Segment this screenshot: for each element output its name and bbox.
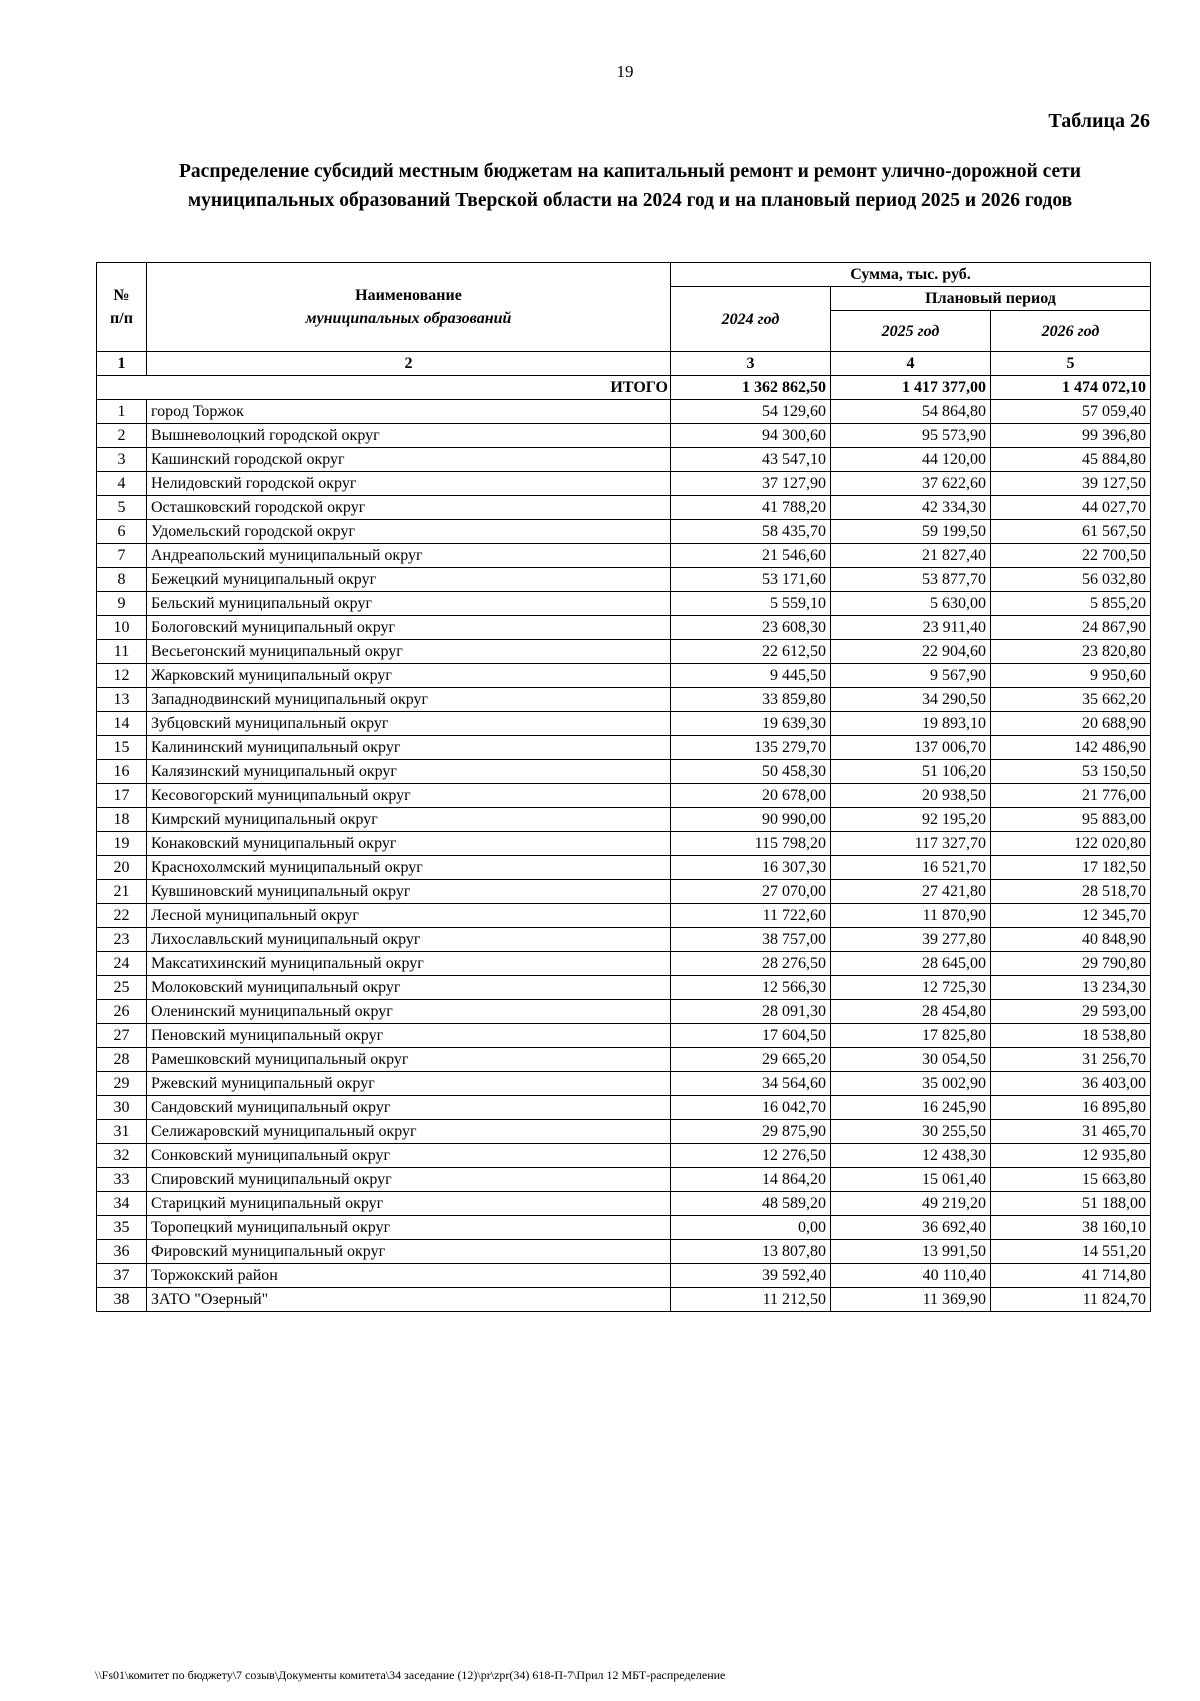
table-row [97, 976, 1151, 1000]
amount-2026: 31 256,70 [991, 1048, 1151, 1072]
amount-2026: 14 551,20 [991, 1240, 1151, 1264]
amount-2026: 23 820,80 [991, 640, 1151, 664]
amount-2024: 11 722,60 [671, 904, 831, 928]
subsidy-table [96, 262, 1151, 1312]
amount-2024: 17 604,50 [671, 1024, 831, 1048]
row-number: 18 [97, 808, 147, 832]
amount-2024: 23 608,30 [671, 616, 831, 640]
municipality-name: Осташковский городской округ [147, 496, 671, 520]
table-row [97, 1240, 1151, 1264]
amount-2024: 38 757,00 [671, 928, 831, 952]
amount-2026: 40 848,90 [991, 928, 1151, 952]
amount-2024: 50 458,30 [671, 760, 831, 784]
amount-2025: 11 369,90 [831, 1288, 991, 1312]
page-number: 19 [616, 62, 634, 81]
table-row [97, 880, 1151, 904]
amount-2024: 9 445,50 [671, 664, 831, 688]
amount-2025: 54 864,80 [831, 400, 991, 424]
amount-2026: 12 935,80 [991, 1144, 1151, 1168]
amount-2025: 28 454,80 [831, 1000, 991, 1024]
amount-2026: 45 884,80 [991, 448, 1151, 472]
header-number-abbrev: п/п [110, 310, 133, 327]
municipality-name: Жарковский муниципальный округ [147, 664, 671, 688]
amount-2024: 115 798,20 [671, 832, 831, 856]
row-number: 37 [97, 1264, 147, 1288]
municipality-name: Кимрский муниципальный округ [147, 808, 671, 832]
amount-2026: 13 234,30 [991, 976, 1151, 1000]
amount-2026: 61 567,50 [991, 520, 1151, 544]
municipality-name: Пеновский муниципальный округ [147, 1024, 671, 1048]
row-number: 11 [97, 640, 147, 664]
table-row [97, 496, 1151, 520]
amount-2026: 41 714,80 [991, 1264, 1151, 1288]
amount-2024: 94 300,60 [671, 424, 831, 448]
row-number: 38 [97, 1288, 147, 1312]
amount-2024: 37 127,90 [671, 472, 831, 496]
municipality-name: Молоковский муниципальный округ [147, 976, 671, 1000]
table-row [97, 1096, 1151, 1120]
amount-2025: 51 106,20 [831, 760, 991, 784]
amount-2026: 57 059,40 [991, 400, 1151, 424]
row-number: 1 [97, 400, 147, 424]
municipality-name: Спировский муниципальный округ [147, 1168, 671, 1192]
amount-2025: 92 195,20 [831, 808, 991, 832]
amount-2024: 16 042,70 [671, 1096, 831, 1120]
amount-2026: 12 345,70 [991, 904, 1151, 928]
amount-2024: 11 212,50 [671, 1288, 831, 1312]
table-row [97, 856, 1151, 880]
header-planned-period: Плановый период [831, 287, 1151, 311]
row-number: 25 [97, 976, 147, 1000]
table-row [97, 544, 1151, 568]
municipality-name: Весьегонский муниципальный округ [147, 640, 671, 664]
amount-2026: 28 518,70 [991, 880, 1151, 904]
header-year-2026: 2026 год [991, 311, 1151, 352]
amount-2024: 48 589,20 [671, 1192, 831, 1216]
amount-2025: 12 438,30 [831, 1144, 991, 1168]
header-sum: Сумма, тыс. руб. [671, 263, 1151, 287]
amount-2025: 34 290,50 [831, 688, 991, 712]
table-row [97, 712, 1151, 736]
amount-2026: 11 824,70 [991, 1288, 1151, 1312]
municipality-name: город Торжок [147, 400, 671, 424]
amount-2025: 40 110,40 [831, 1264, 991, 1288]
header-name-line-2: муниципальных образований [305, 310, 512, 327]
amount-2024: 19 639,30 [671, 712, 831, 736]
municipality-name: Нелидовский городской округ [147, 472, 671, 496]
municipality-name: Кашинский городской округ [147, 448, 671, 472]
amount-2025: 44 120,00 [831, 448, 991, 472]
row-number: 13 [97, 688, 147, 712]
amount-2025: 36 692,40 [831, 1216, 991, 1240]
municipality-name: Лихославльский муниципальный округ [147, 928, 671, 952]
amount-2024: 90 990,00 [671, 808, 831, 832]
amount-2024: 27 070,00 [671, 880, 831, 904]
table-row [97, 472, 1151, 496]
row-number: 29 [97, 1072, 147, 1096]
amount-2025: 21 827,40 [831, 544, 991, 568]
table-row [97, 760, 1151, 784]
row-number: 3 [97, 448, 147, 472]
municipality-name: Рамешковский муниципальный округ [147, 1048, 671, 1072]
table-row [97, 664, 1151, 688]
header-year-2025: 2025 год [831, 311, 991, 352]
amount-2024: 14 864,20 [671, 1168, 831, 1192]
column-number: 4 [831, 352, 991, 376]
column-number-row [97, 352, 1151, 376]
amount-2024: 28 091,30 [671, 1000, 831, 1024]
total-row [97, 376, 1151, 400]
amount-2026: 29 593,00 [991, 1000, 1151, 1024]
table-row [97, 784, 1151, 808]
row-number: 15 [97, 736, 147, 760]
amount-2025: 30 054,50 [831, 1048, 991, 1072]
table-row [97, 568, 1151, 592]
header-number-symbol: № [113, 287, 130, 304]
table-row [97, 520, 1151, 544]
row-number: 35 [97, 1216, 147, 1240]
table-label: Таблица 26 [1048, 110, 1150, 132]
municipality-name: Бельский муниципальный округ [147, 592, 671, 616]
municipality-name: Сандовский муниципальный округ [147, 1096, 671, 1120]
amount-2024: 0,00 [671, 1216, 831, 1240]
amount-2025: 17 825,80 [831, 1024, 991, 1048]
municipality-name: Торопецкий муниципальный округ [147, 1216, 671, 1240]
title-line-2: муниципальных образований Тверской области на 2024 год и на плановый период 2025 и 2026 годов [187, 190, 1073, 211]
municipality-name: Максатихинский муниципальный округ [147, 952, 671, 976]
table-row [97, 1288, 1151, 1312]
row-number: 4 [97, 472, 147, 496]
municipality-name: Ржевский муниципальный округ [147, 1072, 671, 1096]
amount-2025: 28 645,00 [831, 952, 991, 976]
table-row [97, 1192, 1151, 1216]
amount-2025: 49 219,20 [831, 1192, 991, 1216]
amount-2024: 54 129,60 [671, 400, 831, 424]
row-number: 14 [97, 712, 147, 736]
municipality-name: Кесовогорский муниципальный округ [147, 784, 671, 808]
municipality-name: Зубцовский муниципальный округ [147, 712, 671, 736]
row-number: 6 [97, 520, 147, 544]
municipality-name: Бежецкий муниципальный округ [147, 568, 671, 592]
amount-2026: 38 160,10 [991, 1216, 1151, 1240]
municipality-name: Кувшиновский муниципальный округ [147, 880, 671, 904]
column-number: 5 [991, 352, 1151, 376]
table-row [97, 904, 1151, 928]
municipality-name: Калязинский муниципальный округ [147, 760, 671, 784]
amount-2026: 5 855,20 [991, 592, 1151, 616]
amount-2024: 28 276,50 [671, 952, 831, 976]
municipality-name: Бологовский муниципальный округ [147, 616, 671, 640]
amount-2025: 37 622,60 [831, 472, 991, 496]
amount-2025: 27 421,80 [831, 880, 991, 904]
table-row [97, 736, 1151, 760]
amount-2024: 12 566,30 [671, 976, 831, 1000]
municipality-name: Краснохолмский муниципальный округ [147, 856, 671, 880]
row-number: 20 [97, 856, 147, 880]
amount-2024: 33 859,80 [671, 688, 831, 712]
amount-2025: 13 991,50 [831, 1240, 991, 1264]
table-row [97, 400, 1151, 424]
municipality-name: ЗАТО "Озерный" [147, 1288, 671, 1312]
amount-2024: 16 307,30 [671, 856, 831, 880]
municipality-name: Конаковский муниципальный округ [147, 832, 671, 856]
table-row [97, 1024, 1151, 1048]
amount-2024: 29 665,20 [671, 1048, 831, 1072]
amount-2026: 51 188,00 [991, 1192, 1151, 1216]
amount-2026: 44 027,70 [991, 496, 1151, 520]
municipality-name: Оленинский муниципальный округ [147, 1000, 671, 1024]
row-number: 8 [97, 568, 147, 592]
amount-2026: 24 867,90 [991, 616, 1151, 640]
column-number: 2 [147, 352, 671, 376]
amount-2025: 19 893,10 [831, 712, 991, 736]
document-title [130, 157, 1130, 215]
amount-2024: 58 435,70 [671, 520, 831, 544]
table-row [97, 616, 1151, 640]
row-number: 33 [97, 1168, 147, 1192]
row-number: 21 [97, 880, 147, 904]
table-row [97, 1120, 1151, 1144]
table-row [97, 448, 1151, 472]
amount-2026: 18 538,80 [991, 1024, 1151, 1048]
amount-2026: 39 127,50 [991, 472, 1151, 496]
row-number: 16 [97, 760, 147, 784]
amount-2026: 99 396,80 [991, 424, 1151, 448]
amount-2026: 36 403,00 [991, 1072, 1151, 1096]
amount-2026: 15 663,80 [991, 1168, 1151, 1192]
amount-2026: 95 883,00 [991, 808, 1151, 832]
table-row [97, 808, 1151, 832]
row-number: 10 [97, 616, 147, 640]
table-row [97, 1168, 1151, 1192]
amount-2025: 5 630,00 [831, 592, 991, 616]
table-row [97, 688, 1151, 712]
row-number: 27 [97, 1024, 147, 1048]
row-number: 23 [97, 928, 147, 952]
amount-2026: 22 700,50 [991, 544, 1151, 568]
amount-2024: 41 788,20 [671, 496, 831, 520]
amount-2025: 20 938,50 [831, 784, 991, 808]
amount-2026: 53 150,50 [991, 760, 1151, 784]
amount-2025: 137 006,70 [831, 736, 991, 760]
table-row [97, 1048, 1151, 1072]
amount-2025: 42 334,30 [831, 496, 991, 520]
row-number: 19 [97, 832, 147, 856]
amount-2025: 117 327,70 [831, 832, 991, 856]
amount-2026: 35 662,20 [991, 688, 1151, 712]
table-row [97, 640, 1151, 664]
amount-2024: 29 875,90 [671, 1120, 831, 1144]
title-line-1: Распределение субсидий местным бюджетам на капитальный ремонт и ремонт улично-дорожной сети [179, 161, 1081, 182]
municipality-name: Торжокский район [147, 1264, 671, 1288]
total-2025: 1 417 377,00 [831, 376, 991, 400]
table-row [97, 1144, 1151, 1168]
amount-2024: 53 171,60 [671, 568, 831, 592]
row-number: 34 [97, 1192, 147, 1216]
amount-2026: 9 950,60 [991, 664, 1151, 688]
municipality-name: Лесной муниципальный округ [147, 904, 671, 928]
municipality-name: Андреапольский муниципальный округ [147, 544, 671, 568]
row-number: 36 [97, 1240, 147, 1264]
amount-2024: 12 276,50 [671, 1144, 831, 1168]
amount-2025: 9 567,90 [831, 664, 991, 688]
table-row [97, 952, 1151, 976]
row-number: 30 [97, 1096, 147, 1120]
header-name [147, 263, 671, 352]
amount-2025: 35 002,90 [831, 1072, 991, 1096]
row-number: 9 [97, 592, 147, 616]
total-2024: 1 362 862,50 [671, 376, 831, 400]
table-row [97, 424, 1151, 448]
row-number: 12 [97, 664, 147, 688]
amount-2026: 17 182,50 [991, 856, 1151, 880]
amount-2025: 16 521,70 [831, 856, 991, 880]
amount-2026: 16 895,80 [991, 1096, 1151, 1120]
amount-2025: 59 199,50 [831, 520, 991, 544]
table-row [97, 832, 1151, 856]
amount-2025: 15 061,40 [831, 1168, 991, 1192]
table-row [97, 1264, 1151, 1288]
amount-2026: 122 020,80 [991, 832, 1151, 856]
municipality-name: Калининский муниципальный округ [147, 736, 671, 760]
row-number: 17 [97, 784, 147, 808]
amount-2026: 29 790,80 [991, 952, 1151, 976]
amount-2025: 39 277,80 [831, 928, 991, 952]
header-year-2024: 2024 год [671, 287, 831, 352]
column-number: 1 [97, 352, 147, 376]
amount-2024: 39 592,40 [671, 1264, 831, 1288]
amount-2024: 22 612,50 [671, 640, 831, 664]
table-body [97, 352, 1151, 1312]
municipality-name: Старицкий муниципальный округ [147, 1192, 671, 1216]
row-number: 5 [97, 496, 147, 520]
header-name-line-1: Наименование [355, 287, 462, 304]
total-label: ИТОГО [97, 376, 671, 400]
amount-2025: 16 245,90 [831, 1096, 991, 1120]
amount-2025: 30 255,50 [831, 1120, 991, 1144]
table-row [97, 928, 1151, 952]
amount-2026: 20 688,90 [991, 712, 1151, 736]
amount-2024: 21 546,60 [671, 544, 831, 568]
amount-2025: 95 573,90 [831, 424, 991, 448]
municipality-name: Вышневолоцкий городской округ [147, 424, 671, 448]
row-number: 2 [97, 424, 147, 448]
total-2026: 1 474 072,10 [991, 376, 1151, 400]
amount-2026: 21 776,00 [991, 784, 1151, 808]
row-number: 26 [97, 1000, 147, 1024]
table-row [97, 592, 1151, 616]
row-number: 32 [97, 1144, 147, 1168]
amount-2026: 31 465,70 [991, 1120, 1151, 1144]
amount-2025: 53 877,70 [831, 568, 991, 592]
amount-2024: 34 564,60 [671, 1072, 831, 1096]
municipality-name: Фировский муниципальный округ [147, 1240, 671, 1264]
amount-2024: 13 807,80 [671, 1240, 831, 1264]
municipality-name: Сонковский муниципальный округ [147, 1144, 671, 1168]
amount-2024: 135 279,70 [671, 736, 831, 760]
amount-2026: 56 032,80 [991, 568, 1151, 592]
column-number: 3 [671, 352, 831, 376]
row-number: 7 [97, 544, 147, 568]
amount-2025: 12 725,30 [831, 976, 991, 1000]
amount-2025: 22 904,60 [831, 640, 991, 664]
file-path-footer: \\Fs01\комитет по бюджету\7 созыв\Документы комитета\34 заседание (12)\pr\zpr(34) 618-П-7\Прил 12 МБТ-распределение [95, 1668, 726, 1682]
amount-2026: 142 486,90 [991, 736, 1151, 760]
row-number: 24 [97, 952, 147, 976]
municipality-name: Селижаровский муниципальный округ [147, 1120, 671, 1144]
row-number: 22 [97, 904, 147, 928]
municipality-name: Западнодвинский муниципальный округ [147, 688, 671, 712]
amount-2024: 43 547,10 [671, 448, 831, 472]
table-row [97, 1000, 1151, 1024]
header-number [97, 263, 147, 352]
amount-2024: 20 678,00 [671, 784, 831, 808]
amount-2025: 11 870,90 [831, 904, 991, 928]
amount-2025: 23 911,40 [831, 616, 991, 640]
row-number: 28 [97, 1048, 147, 1072]
municipality-name: Удомельский городской округ [147, 520, 671, 544]
amount-2024: 5 559,10 [671, 592, 831, 616]
row-number: 31 [97, 1120, 147, 1144]
table-row [97, 1072, 1151, 1096]
table-row [97, 1216, 1151, 1240]
